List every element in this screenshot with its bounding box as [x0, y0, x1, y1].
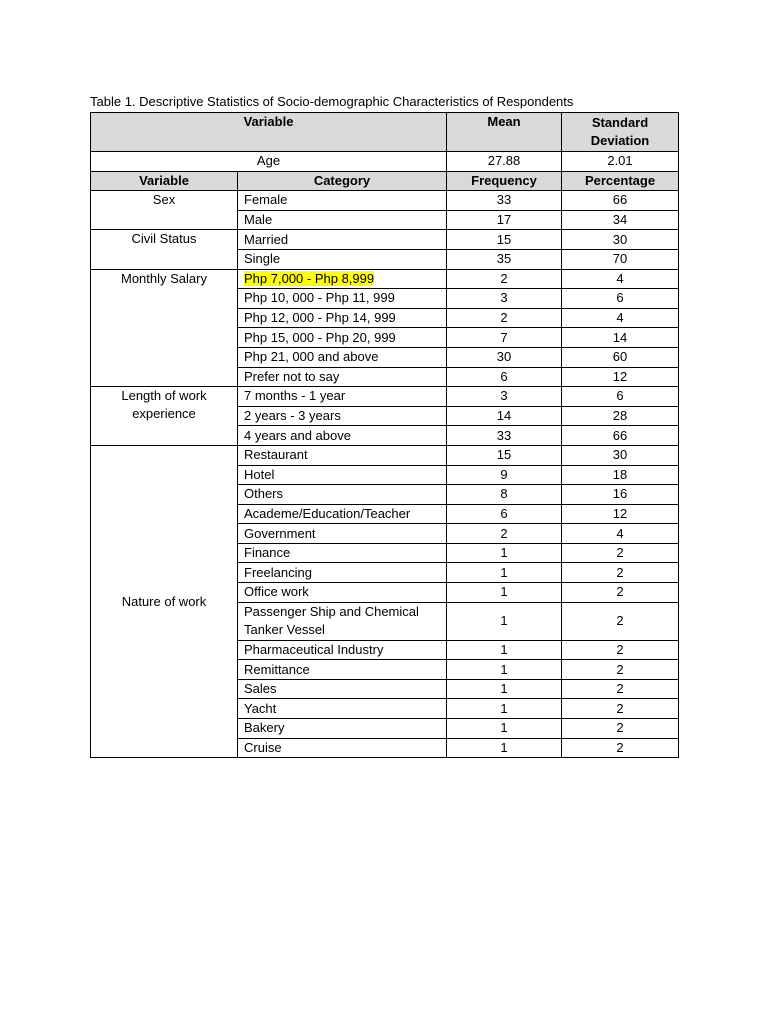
category-label: 7 months - 1 year	[244, 388, 346, 404]
age-sd-value: 2.01	[607, 153, 633, 169]
category-cell	[238, 308, 447, 328]
category-cell	[238, 328, 447, 348]
frequency-cell	[447, 289, 562, 309]
percentage-cell	[562, 524, 679, 544]
percentage-cell	[562, 699, 679, 719]
percentage-cell	[562, 347, 679, 367]
category-label: Yacht	[244, 700, 277, 716]
frequency-cell	[447, 738, 562, 758]
category-cell	[238, 406, 447, 426]
percentage-cell	[562, 543, 679, 563]
header-sd-line1: Standard	[591, 115, 649, 130]
category-cell	[238, 289, 447, 309]
frequency-cell	[447, 699, 562, 719]
percentage-cell	[562, 504, 679, 524]
header-row-frequency	[91, 171, 679, 191]
category-label: Remittance	[244, 661, 310, 677]
percentage-cell	[562, 679, 679, 699]
percentage-value: 2	[616, 564, 624, 580]
frequency-value: 3	[500, 290, 508, 306]
header2-percentage-label: Percentage	[584, 172, 656, 188]
category-cell	[238, 210, 447, 230]
variable-cell-length-of-work	[91, 387, 238, 446]
frequency-value: 33	[496, 192, 512, 208]
frequency-value: 2	[500, 525, 508, 541]
category-cell	[238, 230, 447, 250]
category-label: Php 21, 000 and above	[244, 349, 379, 365]
table-row	[91, 445, 679, 465]
table-caption: Table 1. Descriptive Statistics of Socio-demographic Characteristics of Respondents	[90, 94, 574, 109]
header2-variable-cell	[91, 171, 238, 191]
percentage-cell	[562, 230, 679, 250]
header-mean-cell	[447, 113, 562, 152]
statistics-table	[90, 112, 679, 758]
header2-category-cell	[238, 171, 447, 191]
frequency-cell	[447, 210, 562, 230]
category-cell	[238, 387, 447, 407]
variable-cell-civil-status	[91, 230, 238, 269]
frequency-cell	[447, 249, 562, 269]
frequency-cell	[447, 679, 562, 699]
age-row	[91, 152, 679, 172]
frequency-cell	[447, 308, 562, 328]
category-cell	[238, 445, 447, 465]
frequency-value: 2	[500, 310, 508, 326]
frequency-cell	[447, 230, 562, 250]
category-cell	[238, 543, 447, 563]
percentage-value: 28	[612, 408, 628, 424]
variable-label-line1: Length of work	[121, 388, 207, 404]
percentage-value: 2	[616, 584, 624, 600]
percentage-cell	[562, 485, 679, 505]
percentage-cell	[562, 269, 679, 289]
category-label: Others	[244, 486, 284, 502]
frequency-value: 1	[500, 613, 508, 629]
category-cell	[238, 524, 447, 544]
variable-cell-nature-of-work	[91, 445, 238, 757]
header2-variable-label: Variable	[139, 172, 189, 188]
percentage-cell	[562, 640, 679, 660]
percentage-cell	[562, 426, 679, 446]
frequency-cell	[447, 640, 562, 660]
percentage-cell	[562, 445, 679, 465]
table-row	[91, 191, 679, 211]
header2-frequency-label: Frequency	[471, 172, 537, 188]
table-row	[91, 387, 679, 407]
frequency-cell	[447, 583, 562, 603]
header-variable-cell	[91, 113, 447, 152]
percentage-value: 16	[612, 486, 628, 502]
percentage-cell	[562, 660, 679, 680]
frequency-cell	[447, 426, 562, 446]
frequency-value: 1	[500, 700, 508, 716]
category-cell	[238, 504, 447, 524]
frequency-value: 1	[500, 739, 508, 755]
frequency-cell	[447, 445, 562, 465]
frequency-value: 1	[500, 681, 508, 697]
frequency-cell	[447, 387, 562, 407]
category-label: Single	[244, 251, 281, 267]
frequency-value: 1	[500, 720, 508, 736]
frequency-cell	[447, 524, 562, 544]
percentage-cell	[562, 249, 679, 269]
frequency-value: 6	[500, 368, 508, 384]
frequency-cell	[447, 347, 562, 367]
percentage-value: 2	[616, 661, 624, 677]
frequency-value: 14	[496, 408, 512, 424]
category-label: Government	[244, 525, 316, 541]
category-label: Finance	[244, 545, 291, 561]
percentage-value: 66	[612, 427, 628, 443]
variable-cell-sex	[91, 191, 238, 230]
statistics-table-body	[91, 113, 679, 758]
age-label: Age	[256, 153, 281, 169]
category-cell	[238, 699, 447, 719]
frequency-cell	[447, 563, 562, 583]
percentage-value: 2	[616, 739, 624, 755]
frequency-cell	[447, 660, 562, 680]
frequency-value: 15	[496, 231, 512, 247]
category-cell	[238, 640, 447, 660]
percentage-value: 30	[612, 231, 628, 247]
percentage-value: 6	[616, 388, 624, 404]
percentage-cell	[562, 308, 679, 328]
percentage-cell	[562, 465, 679, 485]
percentage-value: 14	[612, 329, 628, 345]
frequency-value: 30	[496, 349, 512, 365]
frequency-value: 1	[500, 545, 508, 561]
category-label: Female	[244, 192, 288, 208]
header-mean-label: Mean	[487, 114, 521, 129]
category-label: Prefer not to say	[244, 368, 340, 384]
frequency-value: 6	[500, 505, 508, 521]
category-cell	[238, 367, 447, 387]
percentage-cell	[562, 583, 679, 603]
frequency-cell	[447, 719, 562, 739]
category-cell	[238, 249, 447, 269]
category-cell	[238, 269, 447, 289]
frequency-value: 7	[500, 329, 508, 345]
variable-label: Nature of work	[121, 593, 207, 609]
percentage-cell	[562, 328, 679, 348]
percentage-cell	[562, 406, 679, 426]
category-cell	[238, 660, 447, 680]
frequency-value: 15	[496, 447, 512, 463]
frequency-cell	[447, 328, 562, 348]
category-label: Php 15, 000 - Php 20, 999	[244, 329, 396, 345]
percentage-value: 18	[612, 466, 628, 482]
percentage-value: 4	[616, 270, 624, 286]
percentage-cell	[562, 210, 679, 230]
frequency-cell	[447, 543, 562, 563]
variable-cell-monthly-salary	[91, 269, 238, 387]
category-label: 4 years and above	[244, 427, 351, 443]
header-sd-line2: Deviation	[590, 133, 650, 148]
category-label: Php 10, 000 - Php 11, 999	[244, 290, 395, 306]
percentage-value: 12	[612, 368, 628, 384]
category-label-line2: Tanker Vessel	[244, 622, 325, 638]
percentage-value: 70	[612, 251, 628, 267]
category-label: Male	[244, 212, 273, 228]
age-sd-cell	[562, 152, 679, 172]
variable-label: Sex	[152, 192, 176, 208]
header2-frequency-cell	[447, 171, 562, 191]
frequency-cell	[447, 485, 562, 505]
category-label: 2 years - 3 years	[244, 408, 341, 424]
category-label: Freelancing	[244, 564, 312, 580]
frequency-cell	[447, 465, 562, 485]
frequency-value: 9	[500, 466, 508, 482]
percentage-cell	[562, 602, 679, 640]
percentage-value: 2	[616, 700, 624, 716]
category-label: Married	[244, 231, 289, 247]
variable-label: Civil Status	[131, 231, 197, 247]
frequency-cell	[447, 406, 562, 426]
percentage-value: 66	[612, 192, 628, 208]
percentage-cell	[562, 367, 679, 387]
category-label: Php 12, 000 - Php 14, 999	[244, 310, 396, 326]
frequency-cell	[447, 191, 562, 211]
percentage-value: 2	[616, 720, 624, 736]
percentage-cell	[562, 738, 679, 758]
table-row	[91, 269, 679, 289]
frequency-value: 17	[496, 212, 512, 228]
frequency-value: 35	[496, 251, 512, 267]
percentage-value: 2	[616, 681, 624, 697]
percentage-cell	[562, 563, 679, 583]
category-label: Hotel	[244, 466, 275, 482]
highlighted-category-label: Php 7,000 - Php 8,999	[244, 270, 375, 286]
percentage-value: 34	[612, 212, 628, 228]
frequency-value: 2	[500, 270, 508, 286]
category-cell	[238, 191, 447, 211]
category-cell	[238, 426, 447, 446]
percentage-value: 30	[612, 447, 628, 463]
variable-label-line2: experience	[132, 406, 196, 422]
variable-label: Monthly Salary	[121, 270, 207, 286]
header-sd-cell	[562, 113, 679, 152]
percentage-value: 4	[616, 310, 624, 326]
category-cell	[238, 738, 447, 758]
percentage-cell	[562, 719, 679, 739]
frequency-value: 1	[500, 641, 508, 657]
category-cell	[238, 679, 447, 699]
frequency-value: 33	[496, 427, 512, 443]
frequency-cell	[447, 367, 562, 387]
frequency-cell	[447, 602, 562, 640]
category-label: Restaurant	[244, 447, 308, 463]
percentage-value: 4	[616, 525, 624, 541]
percentage-cell	[562, 289, 679, 309]
category-cell	[238, 602, 447, 640]
category-label: Academe/Education/Teacher	[244, 505, 411, 521]
percentage-value: 2	[616, 613, 624, 629]
frequency-value: 8	[500, 486, 508, 502]
frequency-cell	[447, 269, 562, 289]
header-variable-label: Variable	[243, 114, 294, 129]
category-label: Office work	[244, 584, 309, 600]
category-cell	[238, 583, 447, 603]
header2-category-label: Category	[313, 172, 371, 188]
category-label: Cruise	[244, 739, 282, 755]
percentage-cell	[562, 387, 679, 407]
percentage-value: 60	[612, 349, 628, 365]
frequency-value: 1	[500, 661, 508, 677]
percentage-value: 2	[616, 545, 624, 561]
category-cell	[238, 347, 447, 367]
category-label: Pharmaceutical Industry	[244, 641, 384, 657]
frequency-cell	[447, 504, 562, 524]
percentage-value: 12	[612, 505, 628, 521]
category-cell	[238, 563, 447, 583]
category-cell	[238, 465, 447, 485]
frequency-value: 1	[500, 564, 508, 580]
percentage-cell	[562, 191, 679, 211]
age-mean-cell	[447, 152, 562, 172]
frequency-value: 1	[500, 584, 508, 600]
percentage-value: 2	[616, 641, 624, 657]
category-cell	[238, 719, 447, 739]
category-label-line1: Passenger Ship and Chemical	[244, 604, 419, 620]
frequency-value: 3	[500, 388, 508, 404]
percentage-value: 6	[616, 290, 624, 306]
header-row-mean-sd	[91, 113, 679, 152]
age-label-cell	[91, 152, 447, 172]
age-mean-value: 27.88	[487, 153, 521, 169]
header2-percentage-cell	[562, 171, 679, 191]
category-cell	[238, 485, 447, 505]
category-label: Sales	[244, 681, 277, 697]
table-row	[91, 230, 679, 250]
category-label: Bakery	[244, 720, 285, 736]
